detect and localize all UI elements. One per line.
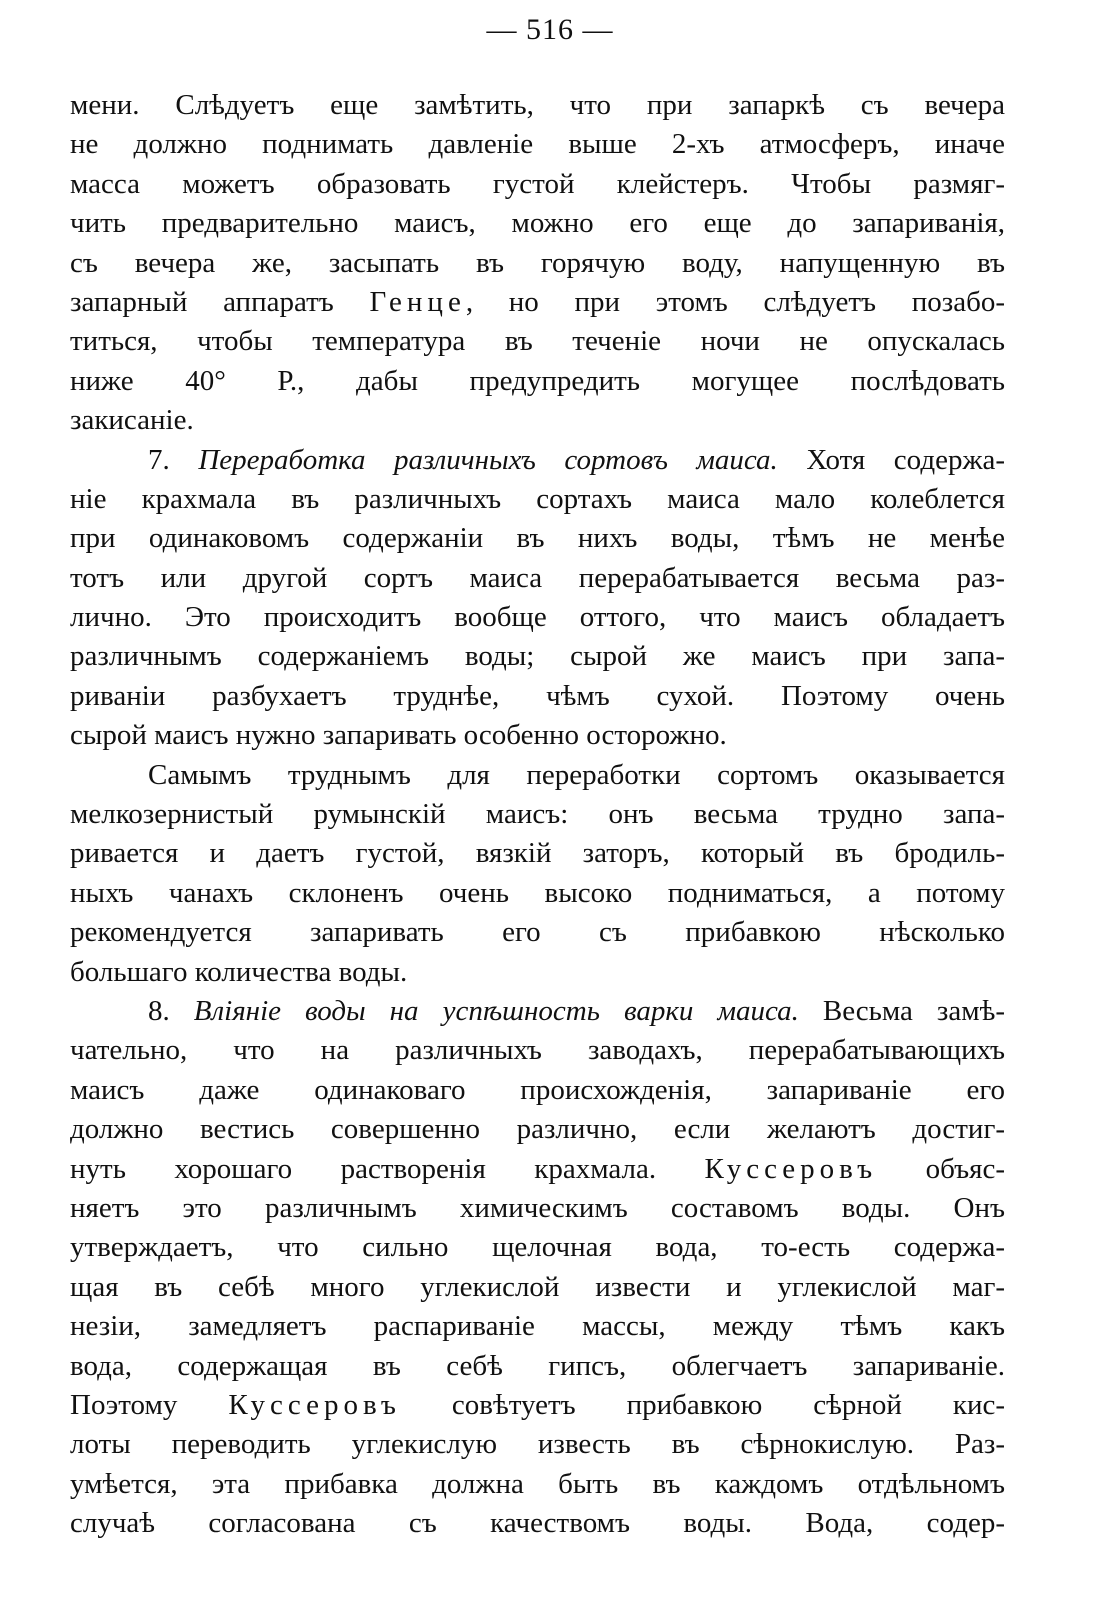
body-text (70, 86, 1005, 1543)
text-line: титься, чтобы температура въ теченіе ночи не опускалась (70, 325, 1005, 358)
text-line: маисъ даже одинаковаго происхожденія, запариваніе его (70, 1073, 1005, 1106)
section-number: 7. (148, 443, 199, 476)
text-run: Поэтому (70, 1388, 229, 1421)
text-run: , но при этомъ слѣдуетъ позабо- (465, 285, 1005, 318)
text-line: сырой маисъ нужно запаривать особенно осторожно. (70, 719, 727, 752)
text-line: ныхъ чанахъ склоненъ очень высоко подниматься, а потому (70, 876, 1005, 909)
text-line: ніе крахмала въ различныхъ сортахъ маиса мало колеблется (70, 482, 1005, 515)
text-line: случаѣ согласована съ качествомъ воды. Вода, содер- (70, 1507, 1005, 1540)
section-7-heading-line (70, 441, 1005, 480)
text-line: съ вечера же, засыпать въ горячую воду, напущенную въ (70, 246, 1005, 279)
text-run: Весьма замѣ- (798, 994, 1005, 1027)
text-line: ниже 40° Р., дабы предупредить могущее послѣдовать (70, 364, 1005, 397)
text-line: тотъ или другой сортъ маиса перерабатывается весьма раз- (70, 561, 1005, 594)
page-number: — 516 — (486, 13, 614, 46)
section-title: Переработка различныхъ сортовъ маиса. (198, 443, 778, 476)
text-line (70, 283, 1005, 322)
text-line: закисаніе. (70, 404, 194, 437)
text-line: лоты переводить углекислую известь въ сѣрнокислую. Раз- (70, 1428, 1005, 1461)
text-line: большаго количества воды. (70, 955, 408, 988)
text-line: ривается и даетъ густой, вязкій заторъ, который въ бродиль- (70, 837, 1005, 870)
section-8-heading-line (70, 992, 1005, 1031)
text-line: незіи, замедляетъ распариваніе массы, между тѣмъ какъ (70, 1310, 1005, 1343)
author-name-genze: Генце (369, 285, 466, 318)
text-line: должно вестись совершенно различно, если желаютъ достиг- (70, 1113, 1005, 1146)
text-run: объяс- (877, 1152, 1005, 1185)
text-line (70, 1150, 1005, 1189)
section-number: 8. (148, 994, 194, 1027)
text-line (70, 1386, 1005, 1425)
text-line: риваніи разбухаетъ труднѣе, чѣмъ сухой. Поэтому очень (70, 679, 1005, 712)
text-run: совѣтуетъ прибавкою сѣрной кис- (400, 1388, 1005, 1421)
text-line: умѣется, эта прибавка должна быть въ каждомъ отдѣльномъ (70, 1467, 1005, 1500)
text-line: мелкозернистый румынскій маисъ: онъ весьма трудно запа- (70, 798, 1005, 831)
author-name-kusserov: Куссеровъ (704, 1152, 878, 1185)
text-line: Самымъ труднымъ для переработки сортомъ оказывается (148, 758, 1005, 791)
text-line: мени. Слѣдуетъ еще замѣтить, что при запаркѣ съ вечера (70, 89, 1005, 121)
text-line: щая въ себѣ много углекислой извести и углекислой маг- (70, 1270, 1005, 1303)
text-line: чательно, что на различныхъ заводахъ, перерабатывающихъ (70, 1034, 1005, 1067)
text-run: запарный аппаратъ (70, 285, 370, 318)
text-line: вода, содержащая въ себѣ гипсъ, облегчаетъ запариваніе. (70, 1349, 1005, 1382)
text-line: няетъ это различнымъ химическимъ составомъ воды. Онъ (70, 1191, 1005, 1224)
text-line: рекомендуется запаривать его съ прибавкою нѣсколько (70, 916, 1005, 949)
text-line: различнымъ содержаніемъ воды; сырой же маисъ при запа- (70, 640, 1005, 673)
text-line: не должно поднимать давленіе выше 2-хъ атмосферъ, иначе (70, 128, 1005, 161)
author-name-kusserov: Куссеровъ (228, 1388, 401, 1421)
text-line: утверждаетъ, что сильно щелочная вода, то-есть содержа- (70, 1231, 1005, 1264)
text-line: масса можетъ образовать густой клейстеръ. Чтобы размяг- (70, 167, 1005, 200)
section-title: Вліяніе воды на успѣшность варки маиса. (193, 994, 799, 1027)
text-run: Хотя содержа- (777, 443, 1005, 476)
text-line: при одинаковомъ содержаніи въ нихъ воды, тѣмъ не менѣе (70, 522, 1005, 555)
text-line: лично. Это происходитъ вообще оттого, что маисъ обладаетъ (70, 601, 1005, 634)
text-run: нуть хорошаго растворенія крахмала. (70, 1152, 705, 1185)
text-line: чить предварительно маисъ, можно его еще до запариванія, (70, 207, 1005, 240)
